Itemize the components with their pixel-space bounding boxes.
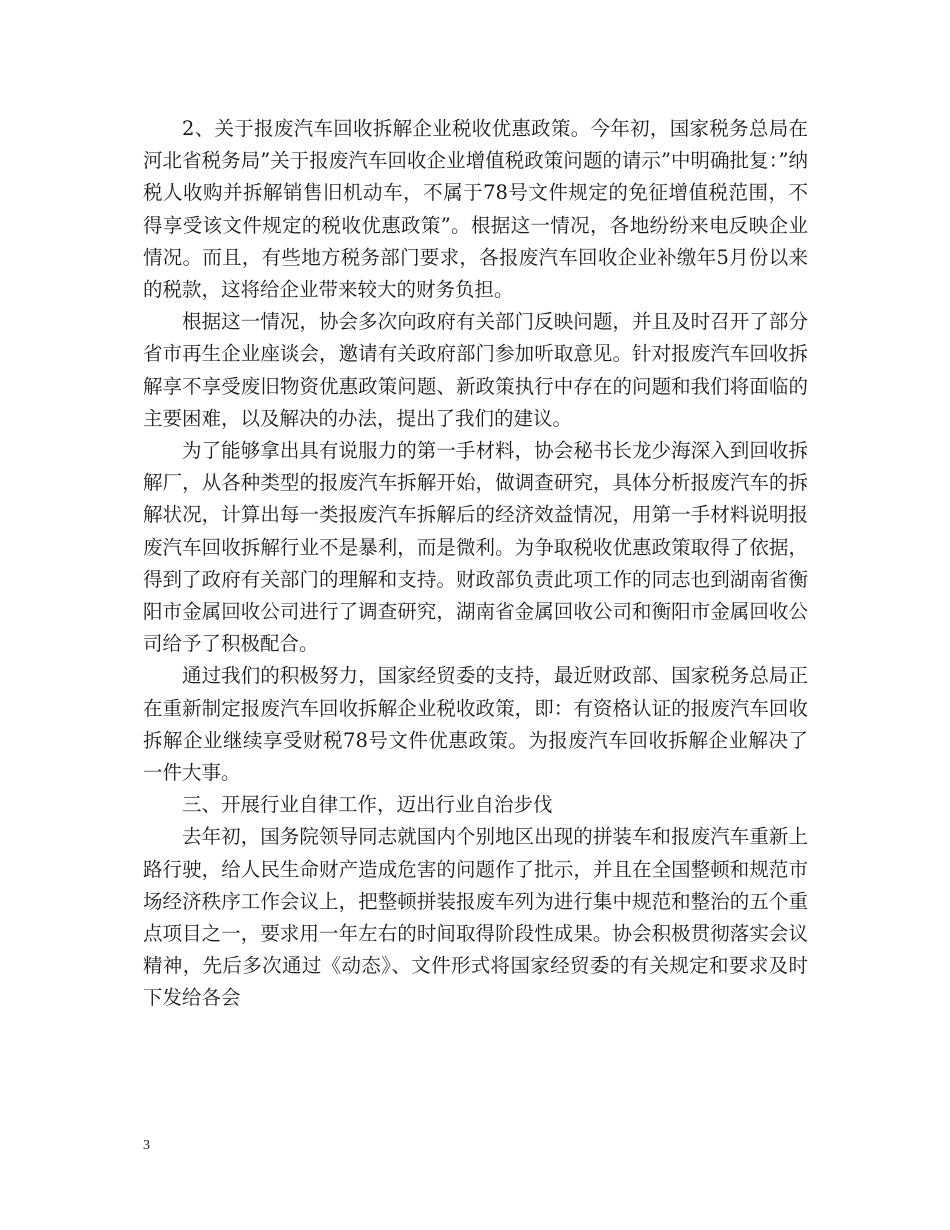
- body-text: [143, 113, 808, 1015]
- paragraph-state-council-directive: 去年初，国务院领导同志就国内个别地区出现的拼装车和报废汽车重新上路行驶，给人民生命财产造成危害的问题作了批示，并且在全国整顿和规范市场经济秩序工作会议上，把整顿拼装报废车列为进行集中规范和整治的五个重点项目之一，要求用一年左右的时间取得阶段性成果。协会积极贯彻落实会议精神，先后多次通过《动态》、文件形式将国家经贸委的有关规定和要求及时下发给各会: [143, 825, 808, 1010]
- paragraph-tax-policy: 2、关于报废汽车回收拆解企业税收优惠政策。今年初，国家税务总局在河北省税务局”关于报废汽车回收企业增值税政策问题的请示”中明确批复：”纳税人收购并拆解销售旧机动车，不属于78号文件规定的免征增值税范围，不得享受该文件规定的税收优惠政策”。根据这一情况，各地纷纷来电反映企业情况。而且，有些地方税务部门要求，各报废汽车回收企业补缴年5月份以来的税款，这将给企业带来较大的财务负担。: [143, 117, 808, 302]
- section-heading-self-discipline: 三、开展行业自律工作，迈出行业自治步伐: [182, 793, 553, 817]
- paragraph-association-response: 根据这一情况，协会多次向政府有关部门反映问题，并且及时召开了部分省市再生企业座谈会，邀请有关政府部门参加听取意见。针对报废汽车回收拆解享不享受废旧物资优惠政策问题、新政策执行中存在的问题和我们将面临的主要困难，以及解决的办法，提出了我们的建议。: [143, 310, 808, 430]
- paragraph-field-research: 为了能够拿出具有说服力的第一手材料，协会秘书长龙少海深入到回收拆解厂，从各种类型的报废汽车拆解开始，做调查研究，具体分析报废汽车的拆解状况，计算出每一类报废汽车拆解后的经济效益情况，用第一手材料说明报废汽车回收拆解行业不是暴利，而是微利。为争取税收优惠政策取得了依据，得到了政府有关部门的理解和支持。财政部负责此项工作的同志也到湖南省衡阳市金属回收公司进行了调查研究，湖南省金属回收公司和衡阳市金属回收公司给予了积极配合。: [143, 439, 808, 656]
- page-number: 3: [143, 1138, 150, 1153]
- paragraph-policy-outcome: 通过我们的积极努力，国家经贸委的支持，最近财政部、国家税务总局正在重新制定报废汽车回收拆解企业税收政策，即：有资格认证的报废汽车回收拆解企业继续享受财税78号文件优惠政策。为报废汽车回收拆解企业解决了一件大事。: [143, 664, 808, 785]
